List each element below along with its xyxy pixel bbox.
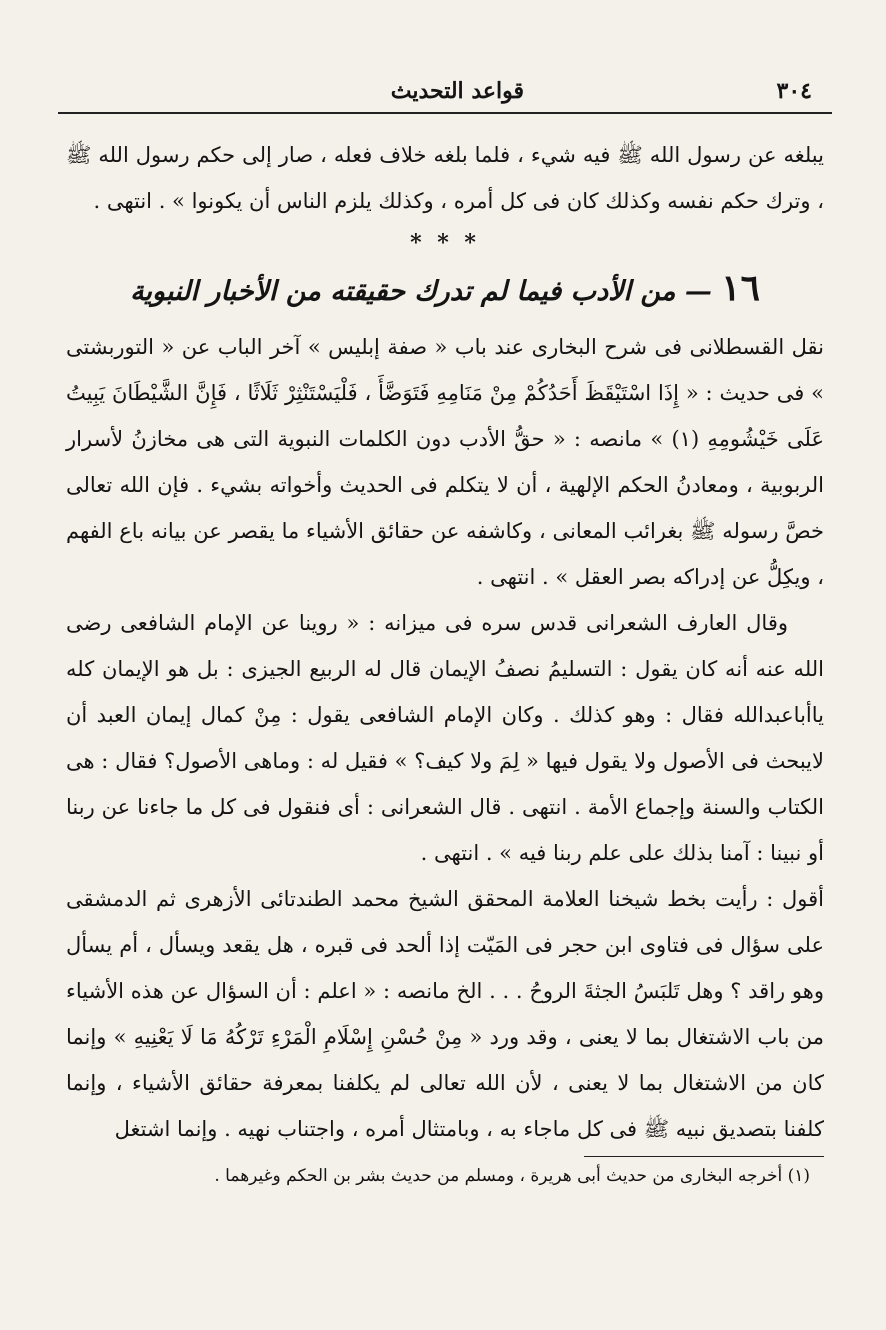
footnote: (١) أخرجه البخارى من حديث أبى هريرة ، ومسلم من حديث بشر بن الحكم وغيرهما . bbox=[214, 1166, 810, 1186]
section-number: ١٦ bbox=[721, 267, 760, 309]
header-rule bbox=[58, 112, 832, 114]
section-title: — من الأدب فيما لم تدرك حقيقته من الأخبار النبوية bbox=[130, 276, 712, 307]
paragraph-aqul: أقول : رأيت بخط شيخنا العلامة المحقق الشيخ محمد الطندتائى الأزهرى ثم الدمشقى على سؤال فى فتاوى ابن حجر فى المَيّت إذا ألحد فى قبره ، هل يقعد ويسأل ، أم يسأل وهو راقد ؟ وهل تَلبَسُ الجثةَ الروحُ . . . الخ مانصه : « اعلم : أن السؤال عن هذه الأشياء من باب الاشتغال بما لا يعنى ، وقد ورد « مِنْ حُسْنِ إِسْلَامِ الْمَرْءِ تَرْكُهُ مَا لَا يَعْنِيهِ » وإنما كان من الاشتغال بما لا يعنى ، لأن الله تعالى لم يكلفنا بمعرفة حقائق الأشياء ، وإنما كلفنا بتصديق نبيه ﷺ فى كل ماجاء به ، وبامتثال أمره ، واجتناب نهيه . وإنما اشتغل bbox=[66, 887, 824, 1141]
footnote-rule bbox=[584, 1156, 824, 1157]
section-heading bbox=[66, 266, 824, 314]
page-number: ٣٠٤ bbox=[776, 78, 812, 104]
page-header bbox=[66, 74, 824, 112]
running-title: قواعد التحديث bbox=[390, 78, 524, 104]
paragraph-qastalani: نقل القسطلانى فى شرح البخارى عند باب « صفة إبليس » آخر الباب عن « التوربشتى » فى حديث : « إِذَا اسْتَيْقَظَ أَحَدُكُمْ مِنْ مَنَامِهِ فَتَوَضَّأَ ، فَلْيَسْتَنْثِرْ ثَلَاثًا ، فَإِنَّ الشَّيْطَانَ يَبِيتُ عَلَى خَيْشُومِهِ (١) » مانصه : « حقُّ الأدب دون الكلمات النبوية التى هى مخازنُ لأسرار الربوبية ، ومعادنُ الحكم الإلهية ، أن لا يتكلم فى الحديث وأخواته بشيء . فإن الله تعالى خصَّ رسوله ﷺ بغرائب المعانى ، وكاشفه عن حقائق الأشياء ما يقصر عن بيانه باع الفهم ، ويكِلُّ عن إدراكه بصر العقل » . انتهى . bbox=[66, 335, 824, 589]
paragraph-shaarani: وقال العارف الشعرانى قدس سره فى ميزانه : « روينا عن الإمام الشافعى رضى الله عنه أنه كان يقول : التسليمُ نصفُ الإيمان قال له الربيع الجيزى : بل هو الإيمان كله ياأباعبدالله فقال : وهو كذلك . وكان الإمام الشافعى يقول : مِنْ كمال إيمان العبد أن لايبحث فى الأصول ولا يقول فيها « لِمَ ولا كيف؟ » فقيل له : وماهى الأصول؟ فقال : هى الكتاب والسنة وإجماع الأمة . انتهى . قال الشعرانى : أى فنقول فى كل ما جاءنا عن ربنا أو نبينا : آمنا بذلك على علم ربنا فيه » . انتهى . bbox=[66, 611, 824, 865]
paragraph-continuation: يبلغه عن رسول الله ﷺ فيه شيء ، فلما بلغه خلاف فعله ، صار إلى حكم رسول الله ﷺ ، وترك حكم نفسه وكذلك كان فى كل أمره ، وكذلك يلزم الناس أن يكونوا » . انتهى . bbox=[66, 143, 824, 213]
section-separator: * * * bbox=[410, 230, 480, 256]
